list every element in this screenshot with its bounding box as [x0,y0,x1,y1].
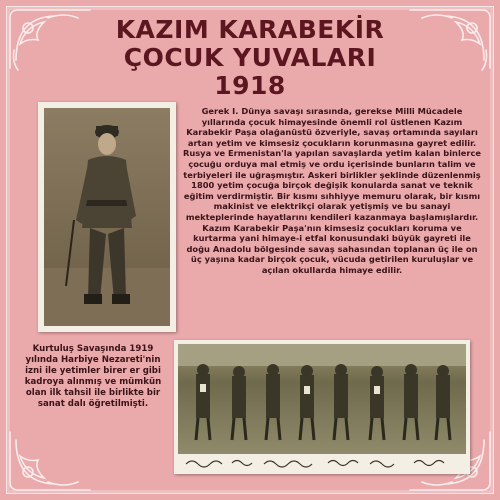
main-paragraph: Gerek I. Dünya savaşı sırasında, gerekse Milli Mücadele yıllarında çocuk himayesinde önemli rol üstlenen Kazım Karabekir Paşa olağanüstü özveriyle, savaş ortamında sayıları artan yetim ve kimsesiz çocukların korunmasına gayret edilir. Rusya ve Ermenistan'la yapılan savaşlarda yetim kalan binlerce çocuğu orduya mal etmiş ve ordu içerisinde bunların talim ve terbiyeleri ile uğraşmıştır. Askeri birlikler şeklinde düzenlenmiş 1800 yetim çocuğa birçok değişik konularda sanat ve teknik eğitim verdirmiştir. Bir kısmı sıhhiyye memuru olarak, bir kısmı makinist ve elektrikçi olarak yetişmiş ve bu sanayi mekteplerinde hayatlarını kendileri kazanmaya başlamışlardır. Kazım Karabekir Paşa'nın kimsesiz çocukları koruma ve kurtarma yani himaye-i etfal konusundaki büyük gayreti ile doğu Anadolu bölgesinde savaş sahasından toplanan üç ile on üç yaşına kadar birçok çocuk, vücuda getirilen kuruluşlar ve açılan okullarda himaye edilir. [182,106,482,275]
group-photo [174,340,470,474]
page-year: 1918 [214,71,286,100]
page-title: KAZIM KARABEKİR [115,15,385,44]
orphan-soldiers-group-icon [178,344,466,454]
corner-ornament-icon [4,426,96,496]
handwritten-caption-icon [178,454,466,472]
page-subtitle: ÇOCUK YUVALARI [123,43,377,72]
soldier-portrait-icon [44,108,170,326]
portrait-photo [38,102,176,332]
side-caption: Kurtuluş Savaşında 1919 yılında Harbiye Nezareti'nin izni ile yetimler birer er gibi kadroya alınmış ve mümkün olan ilk tahsil ile birlikte bir sanat dalı öğretilmişti. [24,344,162,409]
